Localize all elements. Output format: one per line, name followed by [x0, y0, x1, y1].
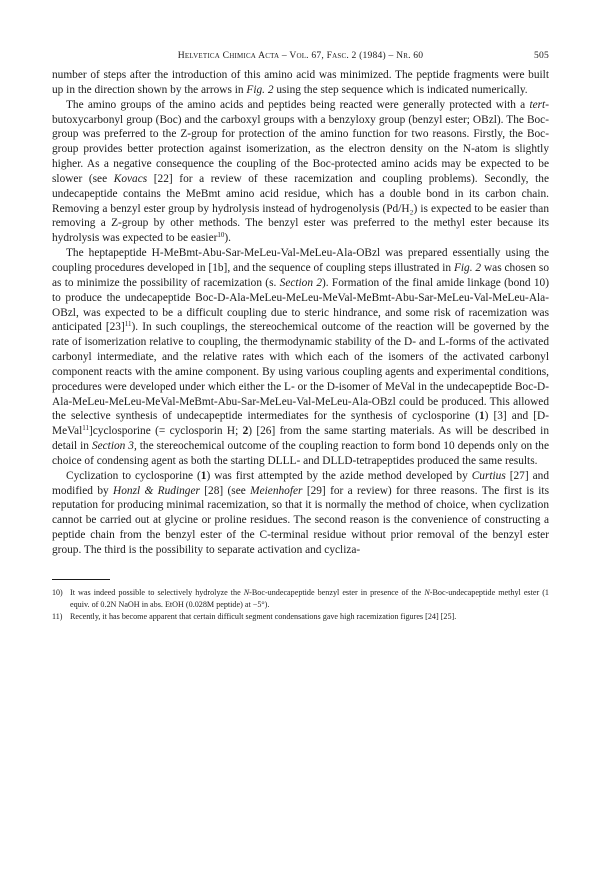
text-run: was chosen so as to minimize the possibility of racemization (s. — [52, 261, 549, 289]
compound-number: 2 — [242, 425, 249, 438]
text-run: -tetrapeptides produced the same results. — [352, 454, 538, 467]
text-run: number of steps after the introduction of this amino acid was minimized. The peptide fragments were built up in the direction shown by the arrows in — [52, 69, 549, 96]
author-name: Kovacs — [113, 172, 148, 185]
footnote-marker: 10 — [217, 231, 225, 240]
text-run: -MeVal — [52, 410, 550, 438]
text-run: The amino groups of the amino acids and peptides being reacted were generally protected with a — [66, 98, 530, 111]
text-run: ). Formation of the final amide linkage (bond 10) to produce the undecapeptide Boc- — [52, 276, 549, 304]
superscript: 11 — [82, 424, 89, 433]
text-run: the stereochemical outcome of the coupling reaction to form bond 10 depends only on the choice of condensing agent as both the starting — [52, 440, 550, 467]
text-run: The heptapeptide H-MeBmt-Abu-Sar-MeLeu-Val-MeLeu-Ala-OBzl was prepared essentially using the coupling procedures developed in [1b], and the sequence of coupling steps illustrated in — [52, 247, 549, 274]
text-run: - or the — [290, 380, 327, 393]
text-run: [29] for a review) for three reasons. The first is its reputation for producing minimal racemization, so that it is normally the method of choice, when cyclization cannot be carried out at glycine or proline residues. The second reason is the convenience of constructing a peptide chain from the benzyl ester of the C-terminal residue without prior removal of the benzyl ester group. The third is the possibility to separate activation and cycliza- — [52, 484, 549, 556]
main-text — [52, 68, 549, 558]
unit-letter: N — [110, 599, 117, 609]
compound-number: 1 — [478, 410, 485, 423]
italic-letter: N — [243, 587, 250, 597]
journal-page — [52, 50, 549, 623]
italic-letter: N — [424, 587, 430, 597]
text-run: -Boc-undecapeptide methyl ester (1 equiv. of 0.2 — [70, 587, 549, 609]
compound-number: 1 — [200, 469, 207, 482]
author-name: Meienhofer — [250, 484, 303, 497]
unit-letter: M — [206, 599, 215, 609]
small-caps-prefix: D — [217, 291, 226, 304]
journal-title: Helvetica Chimica Acta – Vol. 67, Fasc. 2 (1984) – Nr. 60 — [177, 50, 424, 61]
small-caps-prefix: D — [403, 336, 413, 349]
running-header — [52, 50, 549, 66]
paragraph-3 — [52, 246, 549, 469]
small-caps-prefix: L — [438, 336, 446, 349]
author-name: Curtius — [471, 469, 506, 482]
text-run: -Ala-MeLeu-MeLeu-MeVal-MeBmt-Abu-Sar-MeLeu-Val-MeLeu-Ala-OBzl, was expected to be a difficult coupling due to steric hindrance, and some risk of racemization was anticipated [23] — [52, 291, 549, 334]
text-run: ) [3] and [ — [484, 410, 538, 423]
text-run: ) [26] from the same starting materials. As will be described in detail in — [52, 425, 549, 453]
section-reference: Section 2 — [279, 276, 322, 289]
footnote-text: Recently, it has become apparent that certain difficult segment condensations gave high racemization figures [24] [25]. — [70, 612, 457, 622]
text-run: peptide) at −5°). — [214, 599, 270, 609]
footnote-divider — [52, 579, 110, 580]
paragraph-1 — [52, 68, 549, 98]
italic-term: tert — [529, 98, 546, 111]
text-run: Cyclization to cyclosporine ( — [66, 469, 201, 482]
small-caps-prefix: L — [284, 380, 291, 393]
text-run: - and — [412, 336, 439, 349]
text-run: ]cyclosporine (= cyclosporin H; — [89, 425, 243, 438]
footnote-number: 11) — [52, 612, 63, 622]
footnote-11 — [52, 611, 549, 623]
footnote-marker: 11 — [124, 320, 132, 329]
text-run: using the step sequence which is indicated numerically. — [273, 83, 528, 96]
text-run: It was indeed possible to selectively hydrolyze the — [70, 587, 244, 597]
small-caps-term: DLLD — [322, 454, 353, 467]
text-run: ). — [224, 232, 232, 245]
text-run: [27] and modified by — [52, 469, 549, 497]
small-caps-prefix: D — [326, 380, 335, 393]
paragraph-2 — [52, 98, 549, 246]
text-run: -forms of the activated carbonyl intermediate, and the relative rates with which each of the isomers of the activated carbonyl component reacts with the amine component. By using various coupling agents and experimental conditions, procedures were developed under which either the — [52, 336, 550, 393]
text-run: ). In such couplings, the stereochemical outcome of the reaction will be governed by the rate of isomerization relative to coupling, the thermodynamic stability of the — [52, 321, 549, 349]
text-run: NaOH in abs. EtOH (0.028 — [116, 599, 207, 609]
page-number: 505 — [534, 50, 549, 61]
text-run: - and — [296, 454, 323, 467]
text-run: -isomer of MeVal in the undecapeptide Boc- — [334, 380, 538, 393]
text-run: [28] (see — [199, 484, 251, 497]
small-caps-prefix: D — [537, 410, 546, 423]
paragraph-4 — [52, 469, 549, 558]
text-run: -butoxycarbonyl group (Boc) and the carboxyl groups with a benzyloxy group (benzyl ester; OBzl). The Boc-group was preferred to the Z-group for protection of the amino function for two reasons. Firstly, the Boc-group provides better protection against isomerization, as the electron density on the N-atom is slightly higher. As a negative consequence the coupling of the Boc-protected amino acids may be expected to be slower (see — [52, 98, 549, 185]
text-run: [22] for a review of these racemization and coupling problems). Secondly, the undecapeptide contains the MeBmt amino acid residue, which has a double bond in its carbon chain. Removing a benzyl ester group by hydrolysis instead of hydrogenolysis (Pd/H₂) is expected to be easier than removing a Z-group by other methods. The benzyl ester was preferred to the methyl ester because its hydrolysis was expected to be easier — [52, 172, 549, 245]
section-reference: Section 3, — [91, 440, 137, 453]
text-run: ) was first attempted by the azide method developed by — [206, 469, 472, 482]
figure-reference: Fig. 2 — [246, 83, 274, 96]
text-run: -Boc-undecapeptide benzyl ester in presence of the — [249, 587, 425, 597]
text-run: -Ala-MeLeu-MeLeu-MeVal-MeBmt-Abu-Sar-MeLeu-Val-MeLeu-Ala-OBzl could be produced. This allowed the selective synthesis of undecapeptide intermediates for the synthesis of cyclosporine ( — [52, 380, 549, 423]
footnote-10 — [52, 587, 549, 611]
small-caps-term: DLLL — [267, 454, 297, 467]
small-caps-prefix: D — [537, 380, 546, 393]
footnote-text — [70, 587, 549, 611]
author-name: Honzl & Rudinger — [113, 484, 200, 497]
footnote-number: 10) — [52, 587, 63, 597]
figure-reference: Fig. 2 — [453, 261, 482, 274]
